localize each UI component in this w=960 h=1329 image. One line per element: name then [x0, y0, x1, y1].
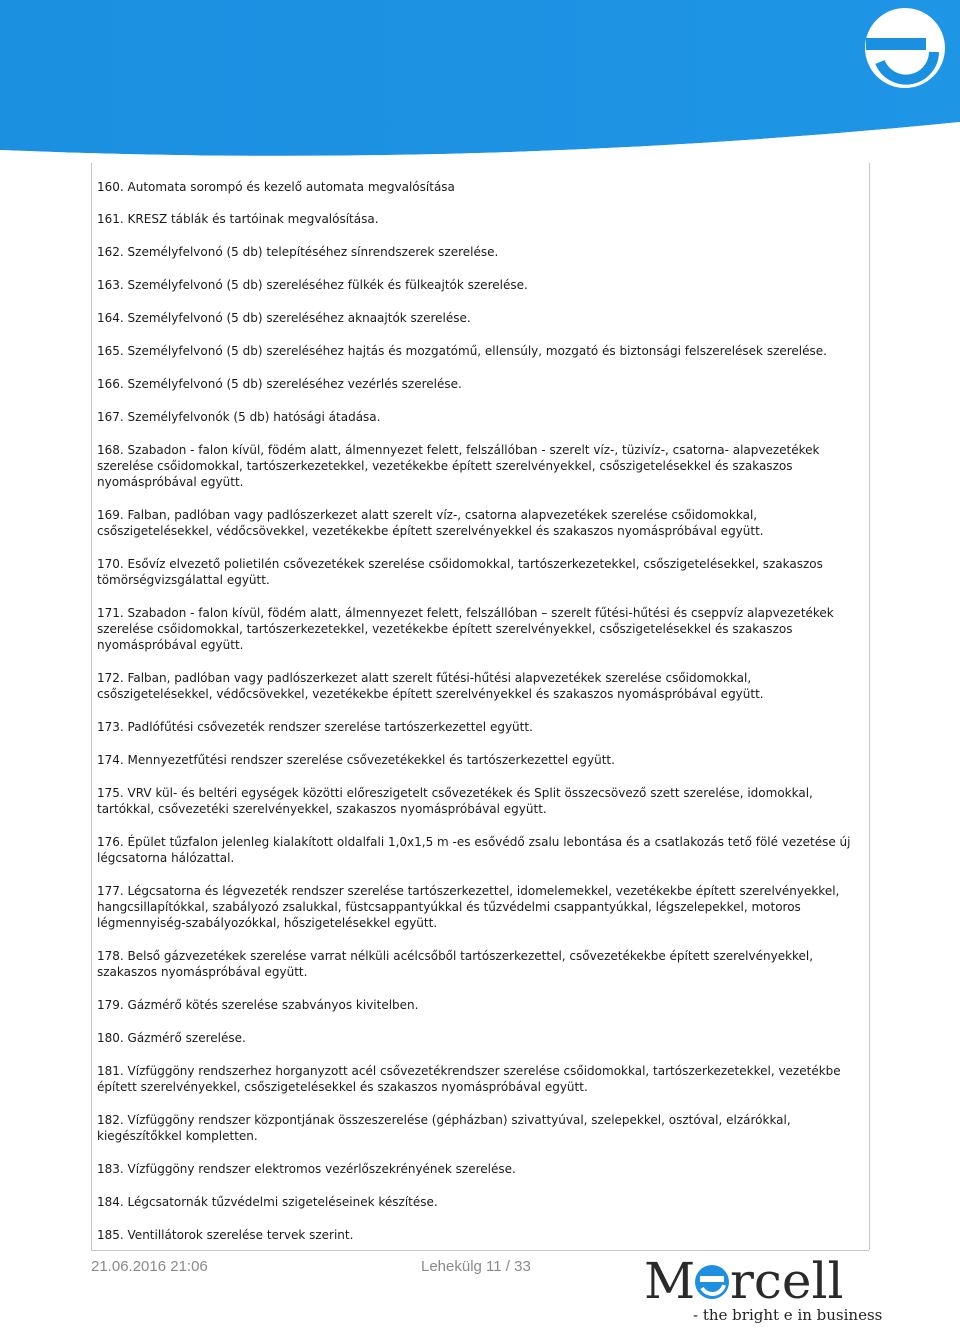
list-item-183: 183. Vízfüggöny rendszer elektromos vezérlőszekrényének szerelése. [97, 1162, 516, 1176]
list-item-184: 184. Légcsatornák tűzvédelmi szigeteléseinek készítése. [97, 1195, 438, 1209]
list-item-178: 178. Belső gázvezetékek szerelése varrat nélküli acélcsőből tartószerkezettel, csővezetékekbe épített szerelvényekkel, szakaszos nyomáspróbával együtt. [97, 949, 814, 979]
list-item-174: 174. Mennyezetfűtési rendszer szerelése csővezetékekkel és tartószerkezettel együtt. [97, 753, 615, 767]
list-item-171: 171. Szabadon - falon kívül, födém alatt, álmennyezet felett, felszállóban – szerelt fűtési-hűtési és cseppvíz alapvezetékek szerelése csőidomokkal, tartószerkezetekkel, vezetékekbe épített szerelvényekkel, csőszigetelésekkel és szakaszos nyomáspróbával együtt. [97, 606, 834, 652]
list-item-161: 161. KRESZ táblák és tartóinak megvalósítása. [97, 212, 379, 226]
list-item-173: 173. Padlófűtési csővezeték rendszer szerelése tartószerkezettel együtt. [97, 720, 533, 734]
list-item-168: 168. Szabadon - falon kívül, födém alatt, álmennyezet felett, felszállóban - szerelt víz-, tüzivíz-, csatorna- alapvezetékek szerelése csőidomokkal, tartószerkezetekkel, vezetékekbe épített szerelvényekkel, csőszigetelésekkel és szakaszos nyomáspróbával együtt. [97, 443, 820, 489]
mercell-e-emblem-icon [865, 8, 945, 88]
mercell-e-icon [695, 1265, 729, 1299]
header-banner [0, 0, 960, 162]
list-item-163: 163. Személyfelvonó (5 db) szereléséhez fülkék és fülkeajtók szerelése. [97, 278, 528, 292]
svg-text:rcell: rcell [730, 1252, 844, 1310]
list-item-177: 177. Légcsatorna és légvezeték rendszer szerelése tartószerkezettel, idomelemekkel, vezetékekbe épített szerelvényekkel, hangcsillapítókkal, szabályozó zsalukkal, füstcsappantyúkkal és tűzvédelmi csappantyúkkal, légszelepekkel, motoros légmennyiség-szabályozókkal, hőszigetelésekkel együtt. [97, 884, 840, 930]
footer-date: 21.06.2016 21:06 [91, 1258, 208, 1275]
list-item-166: 166. Személyfelvonó (5 db) szereléséhez vezérlés szerelése. [97, 377, 462, 391]
specification-list [97, 179, 857, 1243]
brand-tagline: - the bright e in business [693, 1306, 883, 1324]
footer-divider [91, 1250, 869, 1251]
list-item-176: 176. Épület tűzfalon jelenleg kialakított oldalfali 1,0x1,5 m -es esővédő zsalu lebontása és a csatlakozás tető fölé vezetése új légcsatorna hálózattal. [97, 835, 851, 865]
list-item-185: 185. Ventillátorok szerelése tervek szerint. [97, 1228, 354, 1242]
list-item-170: 170. Esővíz elvezető polietilén csővezetékek szerelése csőidomokkal, tartószerkezetekkel, csőszigetelésekkel, szakaszos tömörségvizsgálattal együtt. [97, 557, 823, 587]
list-item-160: 160. Automata sorompó és kezelő automata megvalósítása [97, 180, 455, 194]
list-item-164: 164. Személyfelvonó (5 db) szereléséhez aknaajtók szerelése. [97, 311, 471, 325]
list-item-182: 182. Vízfüggöny rendszer központjának összeszerelése (gépházban) szivattyúval, szelepekkel, osztóval, elzárókkal, kiegészítőkkel kompletten. [97, 1113, 791, 1143]
list-item-165: 165. Személyfelvonó (5 db) szereléséhez hajtás és mozgatómű, ellensúly, mozgató és biztonsági felszerelések szerelése. [97, 344, 827, 358]
svg-text:M: M [644, 1252, 696, 1310]
list-item-180: 180. Gázmérő szerelése. [97, 1031, 246, 1045]
list-item-175: 175. VRV kül- és beltéri egységek közötti előreszigetelt csővezetékek és Split összecsövező szett szerelése, idomokkal, tartókkal, csővezetéki szerelvényekkel, szakaszos nyomáspróbával együtt. [97, 786, 813, 816]
list-item-169: 169. Falban, padlóban vagy padlószerkezet alatt szerelt víz-, csatorna alapvezetékek szerelése csőidomokkal, csőszigetelésekkel, védőcsövekkel, vezetékekbe épített szerelvényekkel és szakaszos nyomáspróbával együtt. [97, 508, 764, 538]
list-item-167: 167. Személyfelvonók (5 db) hatósági átadása. [97, 410, 381, 424]
list-item-181: 181. Vízfüggöny rendszerhez horganyzott acél csővezetékrendszer szerelése csőidomokkal, tartószerkezetekkel, vezetékbe épített szerelvényekkel, csőszigetelésekkel és szakaszos nyomáspróbával együtt. [97, 1064, 841, 1094]
list-item-179: 179. Gázmérő kötés szerelése szabványos kivitelben. [97, 998, 419, 1012]
list-item-162: 162. Személyfelvonó (5 db) telepítéséhez sínrendszerek szerelése. [97, 245, 499, 259]
footer-page-number: Lehekülg 11 / 33 [421, 1258, 531, 1275]
list-item-172: 172. Falban, padlóban vagy padlószerkezet alatt szerelt fűtési-hűtési alapvezetékek szerelése csőidomokkal, csőszigetelésekkel, védőcsövekkel, vezetékekbe épített szerelvényekkel és szakaszos nyomáspróbával együtt. [97, 671, 764, 701]
